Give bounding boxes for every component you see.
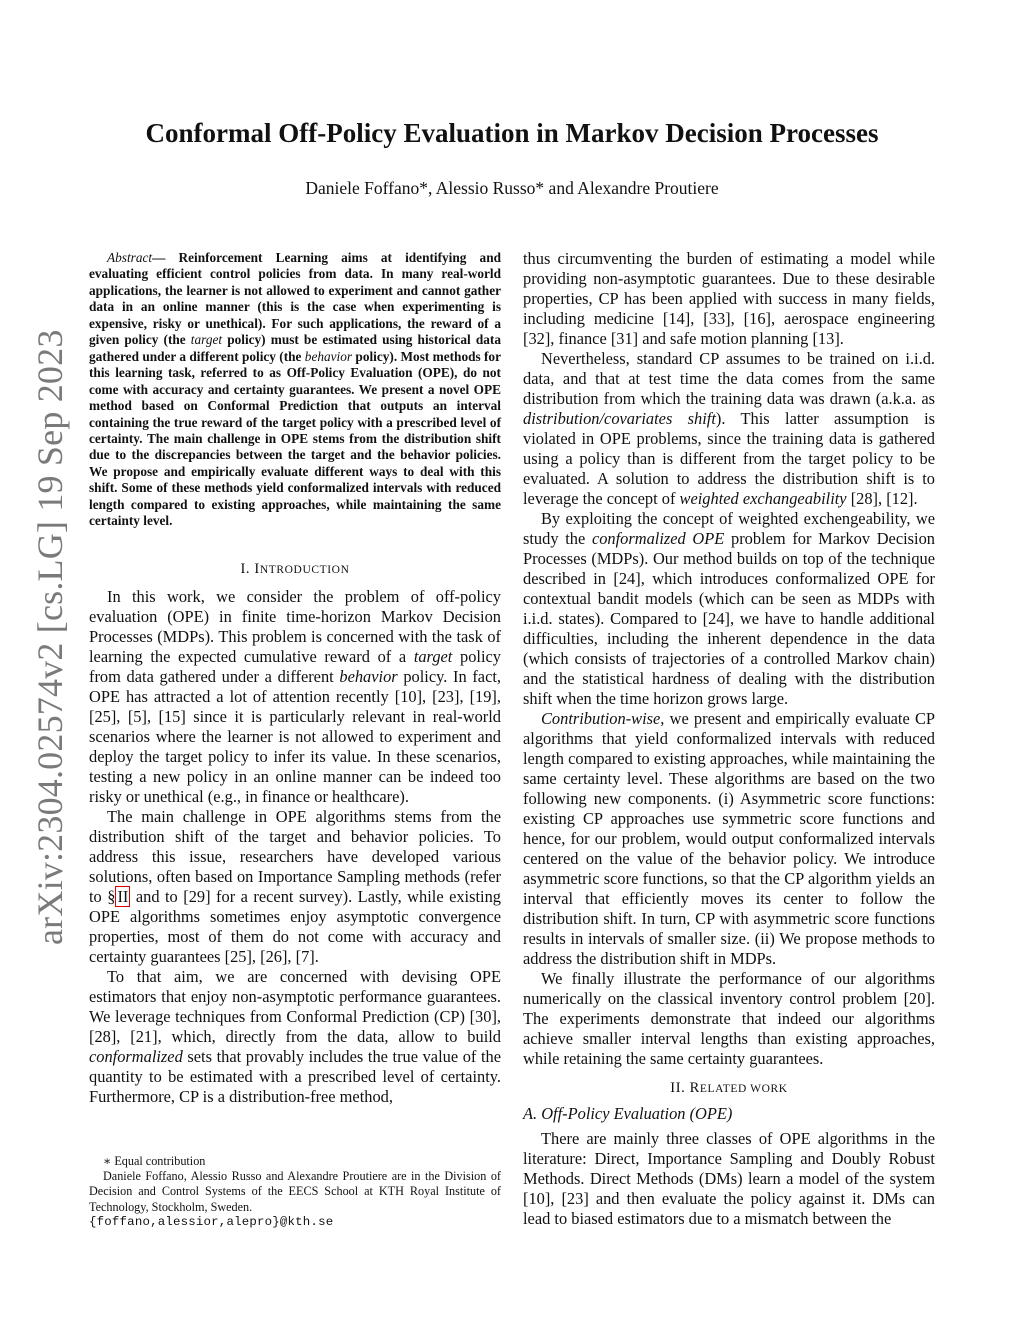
- abstract-dash: —: [152, 250, 179, 265]
- intro-paragraph-1: In this work, we consider the problem of off-policy evaluation (OPE) in finite time-horizon Markov Decision Processes (MDPs). This problem is concerned with the task of learning the expected cumulative reward of a target policy from data gathered under a different behavior policy. In fact, OPE has attracted a lot of attention recently [10], [23], [19], [25], [5], [15] since it is particularly relevant in real-world scenarios where the learner is not allowed to experiment and deploy the target policy to infer its value. In these scenarios, testing a new policy in an online manner can be indeed too risky or unethical (e.g., in finance or healthcare).: [89, 586, 502, 806]
- abstract-text-3: policy). Most methods for this learning task, referred to as Off-Policy Evaluation (OPE), do not come with accuracy and certainty guarantees. We present a novel OPE method based on Conformal Prediction that outputs an interval containing the true reward of the target policy with a prescribed level of certainty. The main challenge in OPE stems from the distribution shift due to the discrepancies between the target and the behavior policies. We propose and empirically evaluate different ways to deal with this shift. Some of these methods yield conformalized intervals with reduced length compared to existing approaches, while maintaining the same certainty level.: [89, 348, 501, 529]
- abstract-behavior-word: behavior: [304, 348, 353, 364]
- section-related-work-heading: II. RELATED WORK: [670, 1080, 788, 1096]
- subsection-ope-heading: A. Off-Policy Evaluation (OPE): [523, 1104, 733, 1123]
- right-paragraph-6: There are mainly three classes of OPE algorithms in the literature: Direct, Importance Sampling and Doubly Robust Methods. Direct Methods (DMs) learn a model of the system [10], [23] and then evaluate the policy against it. DMs can lead to biased estimators due to a mismatch between the: [523, 1129, 935, 1228]
- footnote: [89, 1154, 501, 1230]
- right-column: [523, 249, 935, 1229]
- section-reference-link[interactable]: II: [117, 886, 129, 906]
- abstract-target-word: target: [190, 332, 223, 348]
- paper-title: Conformal Off-Policy Evaluation in Markov Decision Processes: [145, 118, 879, 148]
- abstract-text-2: policy) must be estimated using historical data gathered under a different policy (the: [89, 332, 501, 364]
- section-rest: NTRODUCTION: [259, 563, 350, 576]
- section-introduction-heading: [89, 559, 501, 580]
- abstract: [89, 250, 501, 530]
- right-paragraph-5: We finally illustrate the performance of our algorithms numerically on the classical inventory control problem [20]. The experiments demonstrate that indeed our algorithms achieve smaller interval lengths than existing approaches, while retaining the same certainty guarantees.: [523, 969, 935, 1068]
- section-numeral: I.: [240, 560, 255, 577]
- intro-paragraph-3: To that aim, we are concerned with devising OPE estimators that enjoy non-asymptotic performance guarantees. We leverage techniques from Conformal Prediction (CP) [30], [28], [21], which, directly from the data, allow to build conformalized sets that provably includes the true value of the quantity to be estimated with a prescribed level of certainty. Furthermore, CP is a distribution-free method,: [89, 966, 501, 1106]
- right-paragraph-2: Nevertheless, standard CP assumes to be trained on i.i.d. data, and that at test time the data comes from the same distribution from which the training data was drawn (a.k.a. as distribution/covariates shift). This latter assumption is violated in OPE problems, since the training data is gathered using a policy than is different from the target policy to be evaluated. A solution to address the distribution shift is to leverage the concept of weighted exchangeability [28], [12].: [523, 349, 935, 508]
- abstract-text-1: Reinforcement Learning aims at identifying and evaluating efficient control policies from data. In many real-world applications, the learner is not allowed to experiment and cannot gather data in an online manner (this is the case when experimenting is expensive, risky or unethical). For such applications, the reward of a given policy (the: [89, 250, 501, 348]
- left-column: [89, 250, 501, 1107]
- arxiv-identifier: arXiv:2304.02574v2 [cs.LG] 19 Sep 2023: [30, 329, 70, 945]
- right-paragraph-3: By exploiting the concept of weighted exchengeability, we study the conformalized OPE problem for Markov Decision Processes (MDPs). Our method builds on top of the technique described in [24], which introduces conformalized OPE for contextual bandit models (which can be seen as MDPs with i.i.d. states). Compared to [24], we have to handle additional difficulties, including the inherent dependence in the data (which consists of trajectories of a controlled Markov chain) and the statistical hardness of dealing with the distribution shift when the time horizon grows large.: [523, 509, 935, 708]
- right-paragraph-4: Contribution-wise, we present and empirically evaluate CP algorithms that yield conformalized intervals with reduced length compared to existing approaches, while maintaining the same certainty level. These algorithms are based on the two following new components. (i) Asymmetric score functions: existing CP approaches use symmetric score functions and hence, for our problem, would output conformalized intervals centered on the value of the behavior policy. We introduce asymmetric score functions, so that the CP algorithm yields an interval that efficiently moves its center to follow the distribution shift. In turn, CP with asymmetric score functions results in intervals of smaller size. (ii) We propose methods to address the distribution shift in MDPs.: [523, 709, 935, 968]
- paper-authors: Daniele Foffano*, Alessio Russo* and Alexandre Proutiere: [305, 178, 719, 198]
- abstract-label: Abstract: [107, 250, 153, 265]
- intro-paragraph-2: The main challenge in OPE algorithms stems from the distribution shift of the target and behavior policies. To address this issue, researchers have developed various solutions, often based on Importance Sampling methods (refer to § II and to [29] for a recent survey). Lastly, while existing OPE algorithms sometimes enjoy asymptotic convergence properties, most of them do not come with accuracy and certainty guarantees [25], [26], [7].: [89, 806, 501, 966]
- section-initial: I: [254, 560, 260, 577]
- footnote-affiliation: Daniele Foffano, Alessio Russo and Alexandre Proutiere are in the Division of Decision and Control Systems of the EECS School at KTH Royal Institute of Technology, Stockholm, Sweden.: [89, 1169, 501, 1214]
- right-paragraph-1: thus circumventing the burden of estimating a model while providing non-asymptotic guarantees. Due to these desirable properties, CP has been applied with success in many fields, including medicine [14], [33], [16], aerospace engineering [32], finance [31] and safe motion planning [13].: [523, 249, 935, 348]
- footnote-emails: {foffano,alessior,alepro}@kth.se: [89, 1214, 334, 1229]
- footnote-equal-contribution: ∗ Equal contribution: [103, 1154, 206, 1168]
